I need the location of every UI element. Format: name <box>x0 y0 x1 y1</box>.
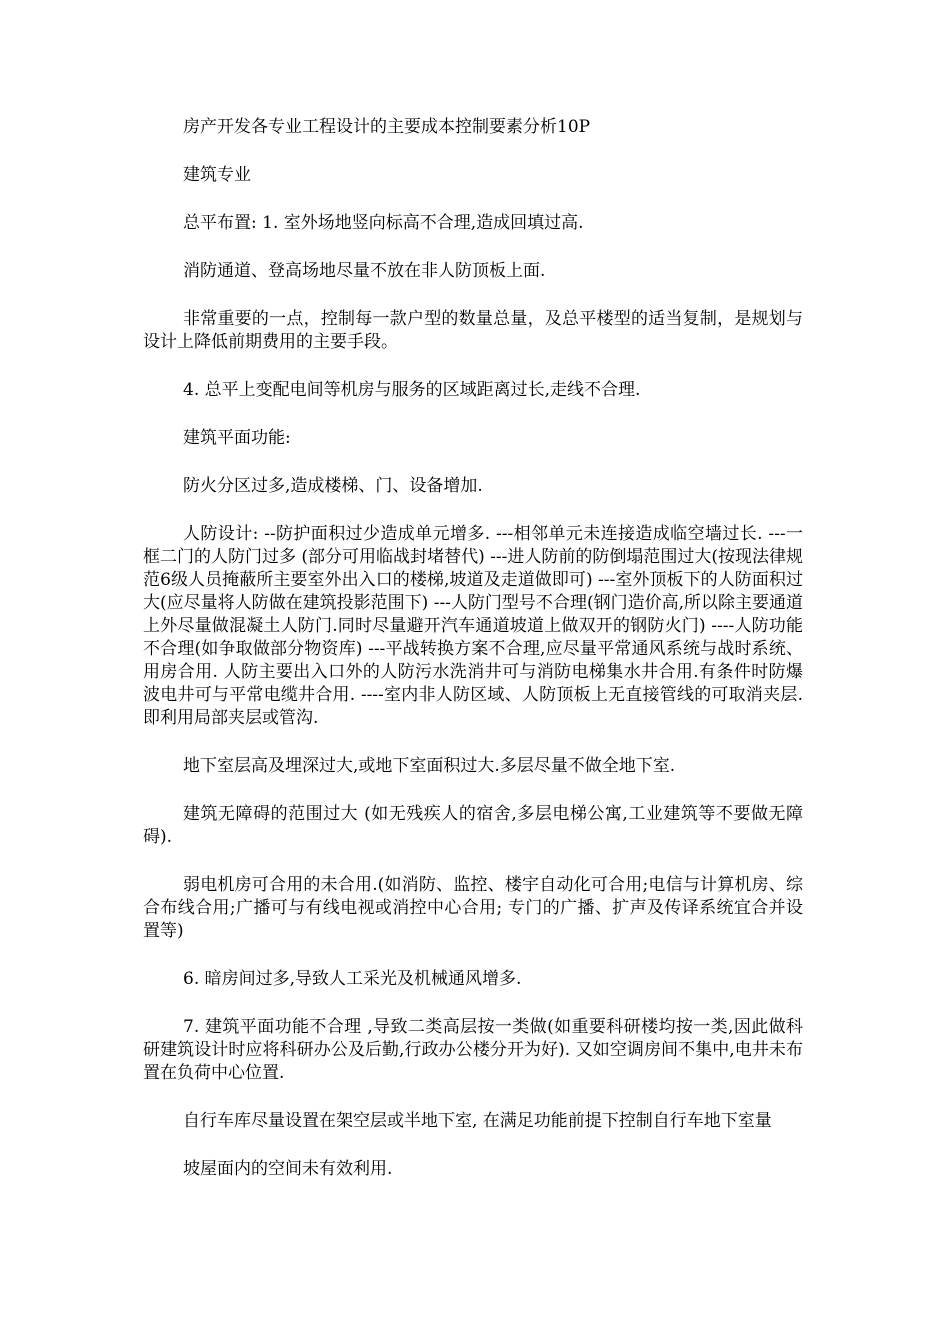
paragraph-substation: 4. 总平上变配电间等机房与服务的区域距离过长,走线不合理. <box>183 380 641 400</box>
paragraph-fire-access: 消防通道、登高场地尽量不放在非人防顶板上面. <box>183 261 546 281</box>
paragraph-site-layout: 总平布置: 1. 室外场地竖向标高不合理,造成回填过高. <box>183 213 584 233</box>
paragraph-basement: 地下室层高及埋深过大,或地下室面积过大.多层尽量不做全地下室. <box>183 756 676 776</box>
paragraph-sloped-roof: 坡屋面内的空间未有效利用. <box>183 1159 393 1179</box>
paragraph-dark-rooms: 6. 暗房间过多,导致人工采光及机械通风增多. <box>183 969 522 989</box>
paragraph-civil-defense: 人防设计: --防护面积过少造成单元增多. ---相邻单元未连接造成临空墙过长. ---一框二门的人防门过多 (部分可用临战封堵替代) ---进人防前的防倒塌范围过大(按现法律规范6级人员掩蔽所主要室外出入口的楼梯,坡道及走道做即可) ---室外顶板下的人防面积过大(应尽量将人防做在建筑投影范围下) ---人防门型号不合理(钢门造价高,所以除主要通道上外尽量做混凝土人防门.同时尽量避开汽车通道坡道上做双开的钢防火门) ----人防功能不合理(如争取做部分物资库) ---平战转换方案不合理,应尽量平常通风系统与战时系统、用房合用. 人防主要出入口外的人防污水洗消井可与消防电梯集水井合用.有条件时防爆波电井可与平常电缆井合用. ----室内非人防区域、人防顶板上无直接管线的可取消夹层.即利用局部夹层或管沟. <box>143 524 803 728</box>
paragraph-accessibility: 建筑无障碍的范围过大 (如无残疾人的宿舍,多层电梯公寓,工业建筑等不要做无障碍). <box>143 804 803 847</box>
paragraph-bicycle-garage: 自行车库尽量设置在架空层或半地下室, 在满足功能前提下控制自行车地下室量 <box>183 1111 772 1131</box>
paragraph-unit-types: 非常重要的一点，控制每一款户型的数量总量，及总平楼型的适当复制，是规划与设计上降低前期费用的主要手段。 <box>143 309 803 352</box>
document-title: 房产开发各专业工程设计的主要成本控制要素分析10P <box>183 117 591 137</box>
paragraph-fire-zones: 防火分区过多,造成楼梯、门、设备增加. <box>183 476 483 496</box>
paragraph-plan-function: 7. 建筑平面功能不合理 ,导致二类高层按一类做(如重要科研楼均按一类,因此做科研建筑设计时应将科研办公及后勤,行政办公楼分开为好). 又如空调房间不集中,电井未布置在负荷中心位置. <box>143 1017 803 1083</box>
section-heading-floor-plan: 建筑平面功能: <box>183 428 291 448</box>
document-body <box>143 116 803 1206</box>
section-heading-architecture: 建筑专业 <box>183 165 251 185</box>
paragraph-weak-current-rooms: 弱电机房可合用的未合用.(如消防、监控、楼宇自动化可合用;电信与计算机房、综合布线合用;广播可与有线电视或消控中心合用; 专门的广播、扩声及传译系统宜合并设置等) <box>143 875 803 941</box>
